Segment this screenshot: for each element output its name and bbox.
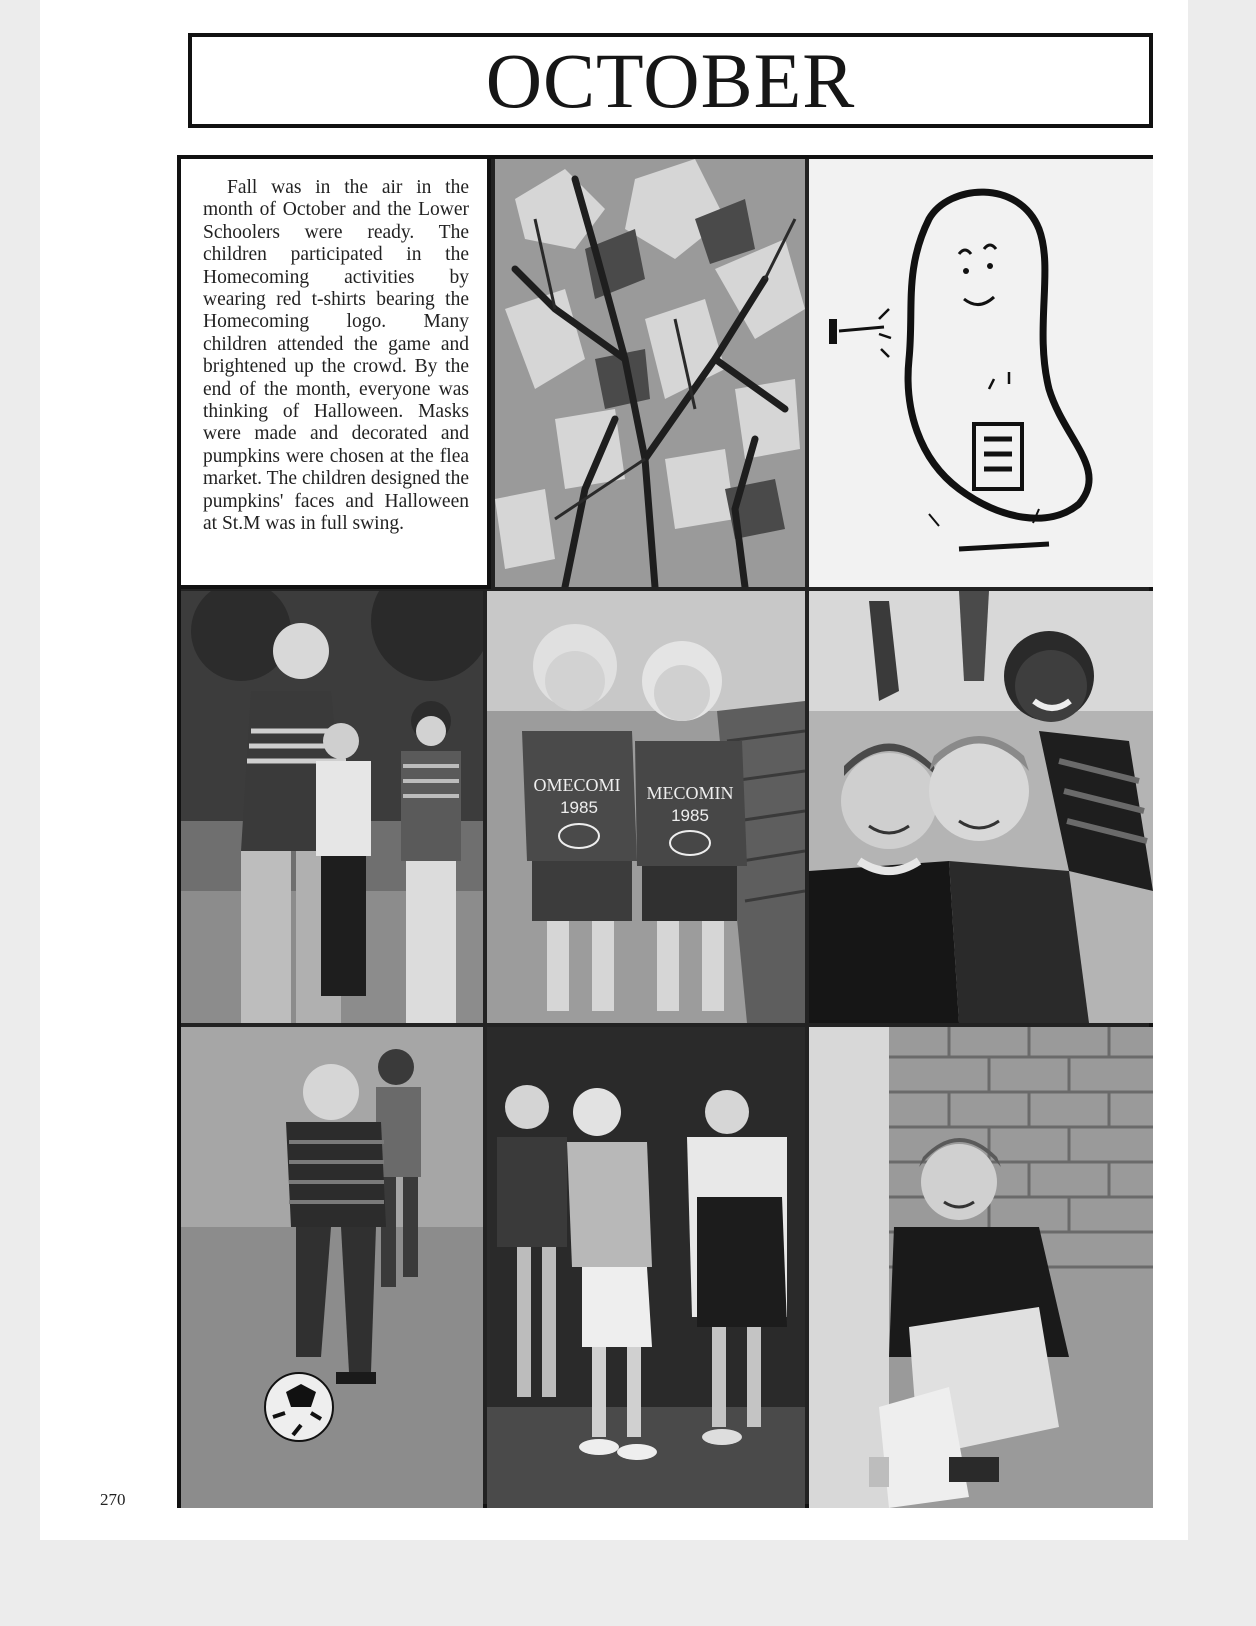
smiling-boys-photo [809,591,1153,1023]
photo-collage [177,155,1153,1508]
intro-paragraph: Fall was in the air in the month of October and the Lower Schoolers were ready. The children participated in the Homecoming activities by wearing red t-shirts bearing the Homecoming logo. Many children attended the game and brightened up the crowd. By the end of the month, everyone was thinking of Halloween. Masks were made and decorated and pumpkins were chosen at the flea market. The children designed the pumpkins' faces and Halloween at St.M was in full swing. [203,177,469,535]
page-number: 270 [100,1490,126,1509]
intro-text-box [181,159,491,589]
title-box [188,33,1153,128]
shirt-year-left: 1985 [560,798,598,817]
shirt-text-left: OMECOMI [533,775,621,795]
autumn-leaves-photo [495,159,805,587]
yearbook-page [40,0,1188,1540]
teacher-with-children-photo [181,591,483,1023]
homecoming-girls-photo [487,591,805,1023]
page-title: OCTOBER [485,36,856,124]
soccer-boy-photo [181,1027,483,1508]
halloween-children-photo [487,1027,805,1508]
boy-by-brick-wall-photo [809,1027,1153,1508]
shirt-text-right: MECOMIN [646,783,734,803]
ghost-drawing [809,159,1153,587]
shirt-year-right: 1985 [671,806,709,825]
